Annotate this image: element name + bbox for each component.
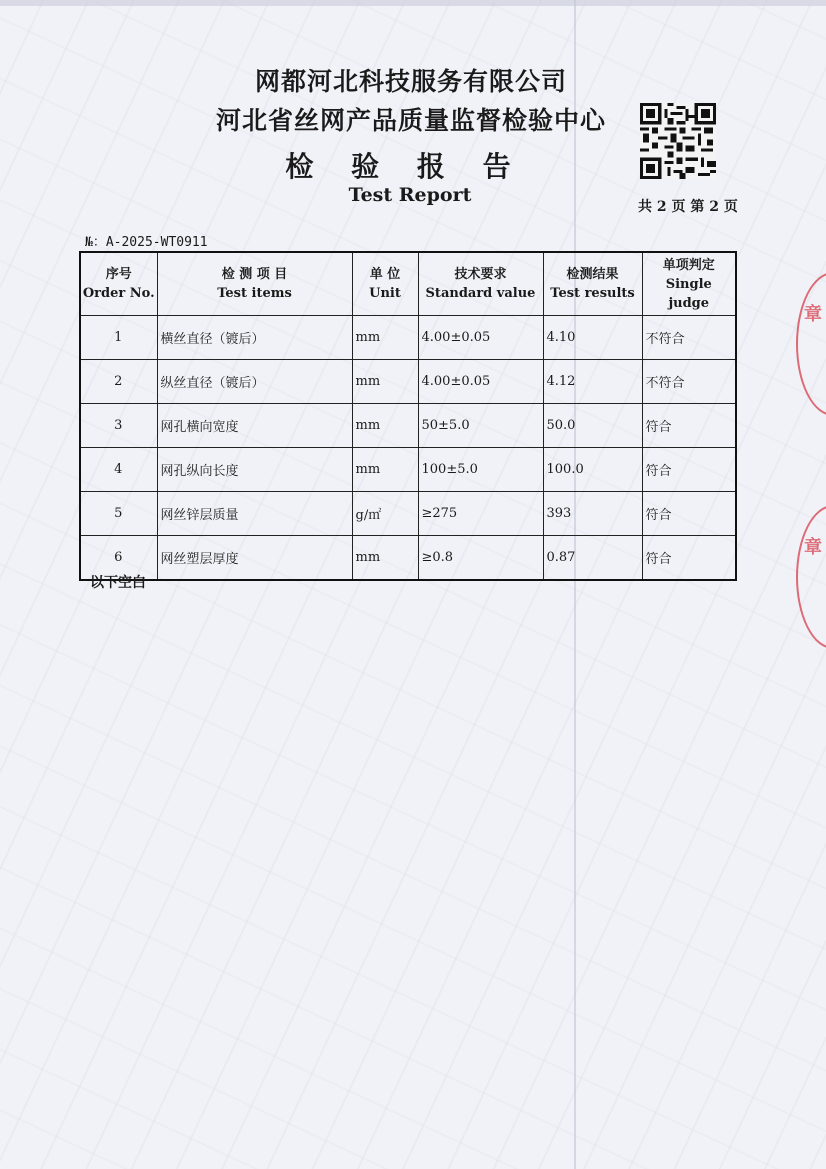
cell-standard-value: 4.00±0.05 [418, 316, 543, 360]
cell-test-item: 网丝塑层厚度 [157, 536, 352, 581]
table-header-row [80, 252, 736, 316]
cell-order-no: 5 [80, 492, 157, 536]
page-counter: 共 2 页 第 2 页 [638, 199, 738, 215]
cell-judge: 符合 [642, 404, 736, 448]
table-row [80, 448, 736, 492]
cell-judge: 不符合 [642, 360, 736, 404]
cell-judge: 符合 [642, 492, 736, 536]
seal-stamp-text: 章 [804, 304, 822, 325]
cell-unit: g/㎡ [352, 492, 418, 536]
cell-order-no: 4 [80, 448, 157, 492]
seal-stamp-text: 章 [804, 537, 822, 558]
cell-unit: mm [352, 448, 418, 492]
cell-standard-value: 50±5.0 [418, 404, 543, 448]
column-header-single-judge: 单项判定 Single judge [642, 252, 736, 316]
inspection-center-name: 河北省丝网产品质量监督检验中心 [215, 106, 606, 135]
cell-test-result: 4.10 [543, 316, 642, 360]
cell-standard-value: ≥275 [418, 492, 543, 536]
column-header-unit: 单 位 Unit [352, 252, 418, 316]
cell-test-item: 网孔纵向长度 [157, 448, 352, 492]
top-edge-shadow [0, 0, 826, 6]
cell-test-result: 393 [543, 492, 642, 536]
table-row [80, 492, 736, 536]
column-header-standard-value: 技术要求 Standard value [418, 252, 543, 316]
cell-test-item: 网孔横向宽度 [157, 404, 352, 448]
cell-unit: mm [352, 536, 418, 581]
table-row [80, 360, 736, 404]
cell-judge: 符合 [642, 536, 736, 581]
cell-standard-value: 100±5.0 [418, 448, 543, 492]
cell-test-item: 横丝直径（镀后） [157, 316, 352, 360]
seal-stamp-icon [796, 272, 826, 416]
cell-standard-value: 4.00±0.05 [418, 360, 543, 404]
report-number: №：A-2025-WT0911 [85, 235, 208, 250]
column-header-test-results: 检测结果 Test results [543, 252, 642, 316]
column-header-order-no: 序号 Order No. [80, 252, 157, 316]
cell-test-result: 50.0 [543, 404, 642, 448]
table-row [80, 536, 736, 581]
table-row [80, 404, 736, 448]
cell-test-result: 4.12 [543, 360, 642, 404]
report-title-en: Test Report [348, 184, 472, 206]
column-header-test-items: 检 测 项 目 Test items [157, 252, 352, 316]
cell-unit: mm [352, 316, 418, 360]
report-title-cn: 检 验 报 告 [285, 150, 525, 183]
table-row [80, 316, 736, 360]
qr-code-icon [640, 103, 716, 179]
cell-judge: 符合 [642, 448, 736, 492]
cell-test-item: 网丝锌层质量 [157, 492, 352, 536]
cell-order-no: 2 [80, 360, 157, 404]
cell-unit: mm [352, 360, 418, 404]
cell-standard-value: ≥0.8 [418, 536, 543, 581]
cell-test-item: 纵丝直径（镀后） [157, 360, 352, 404]
cell-order-no: 3 [80, 404, 157, 448]
cell-test-result: 100.0 [543, 448, 642, 492]
cell-test-result: 0.87 [543, 536, 642, 581]
cell-order-no: 6 [80, 536, 157, 581]
test-results-table [79, 251, 737, 581]
cell-judge: 不符合 [642, 316, 736, 360]
blank-below-note: 以下空白 [90, 575, 146, 591]
cell-order-no: 1 [80, 316, 157, 360]
cell-unit: mm [352, 404, 418, 448]
organization-name: 网都河北科技服务有限公司 [254, 67, 567, 96]
seal-stamp-icon [796, 505, 826, 649]
